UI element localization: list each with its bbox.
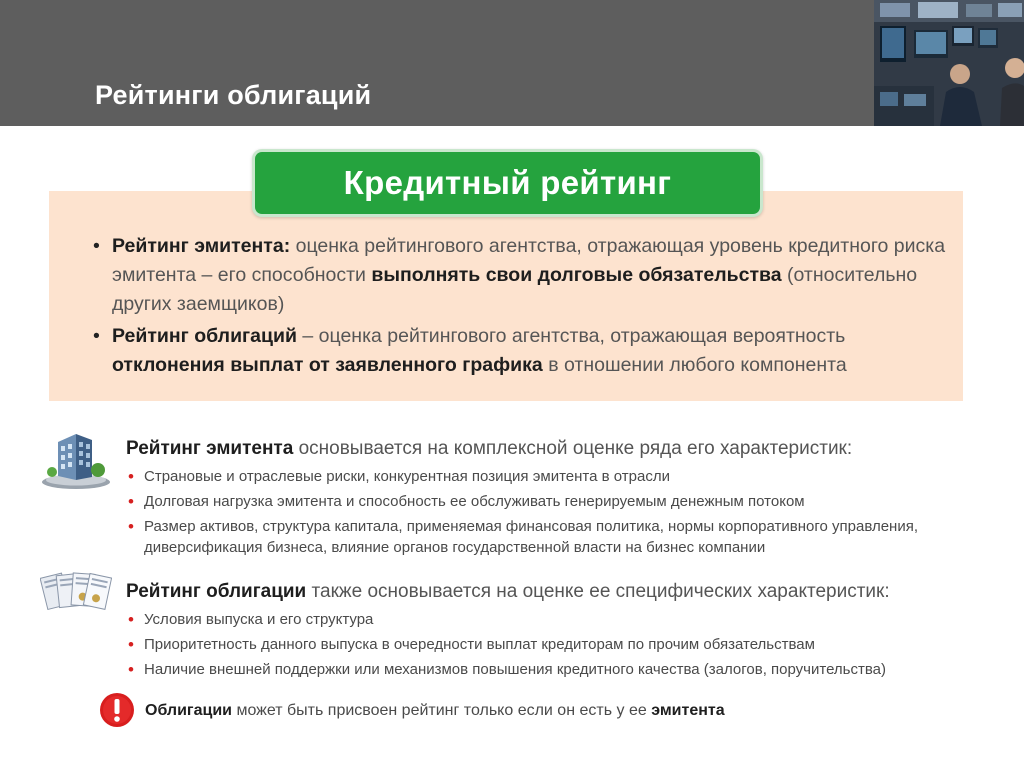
rating-note <box>145 702 725 720</box>
bond-section-heading-bold: Рейтинг облигации <box>126 581 307 602</box>
bond-section-heading-text: также основывается на оценке ее специфических характеристик: <box>306 581 890 602</box>
issuer-criteria-list <box>126 466 1006 558</box>
slide-header <box>0 0 874 126</box>
issuer-section-heading-bold: Рейтинг эмитента <box>126 438 294 459</box>
issuer-section-heading <box>126 438 1006 460</box>
definition-text: оценка рейтингового агентства, отражающая уровень кредитного риска эмитента – его способности <box>112 235 946 286</box>
definition-term: Рейтинг эмитента: <box>112 235 291 257</box>
note-bold: эмитента <box>651 702 725 719</box>
slide-title: Рейтинги облигаций <box>95 80 372 110</box>
note-bold: Облигации <box>145 702 232 719</box>
list-item: • Долговая нагрузка эмитента и способность ее обслуживать генерируемым денежным потоком <box>126 491 1006 512</box>
trading-floor-photo <box>874 0 1024 126</box>
exclamation-alert-icon <box>99 692 135 728</box>
note-text: может быть присвоен рейтинг только если он есть у ее <box>232 702 652 719</box>
bond-criteria-list <box>126 609 1006 680</box>
bond-rating-section <box>126 581 1006 684</box>
issuer-section-heading-text: основывается на комплексной оценке ряда его характеристик: <box>293 438 853 459</box>
definition-emphasis: отклонения выплат от заявленного графика <box>112 354 543 376</box>
definition-text: (относительно других заемщиков) <box>112 264 918 315</box>
list-item: • Приоритетность данного выпуска в очередности выплат кредиторам по прочим обязательствам <box>126 634 1006 655</box>
credit-rating-banner <box>255 152 760 214</box>
bond-certificates-icon <box>40 566 112 618</box>
definition-text: в отношении любого компонента <box>542 354 847 376</box>
bond-section-heading <box>126 581 1006 603</box>
list-item: • Страновые и отраслевые риски, конкурентная позиция эмитента в отрасли <box>126 466 1006 487</box>
list-item: • Условия выпуска и его структура <box>126 609 1006 630</box>
list-item: • Наличие внешней поддержки или механизмов повышения кредитного качества (залогов, поручительства) <box>126 659 1006 680</box>
definition-term: Рейтинг облигаций <box>112 325 297 347</box>
definitions-list <box>92 232 952 383</box>
list-item: • Размер активов, структура капитала, применяемая финансовая политика, нормы корпоративного управления, диверсификация бизнеса, влияние органов государственной власти на бизнес компании <box>126 516 1006 558</box>
office-building-icon <box>40 430 112 490</box>
definition-emphasis: выполнять свои долговые обязательства <box>371 264 782 286</box>
definition-text: – оценка рейтингового агентства, отражающая вероятность <box>296 325 846 347</box>
banner-title: Кредитный рейтинг <box>343 164 672 201</box>
definition-bond-rating <box>92 322 952 380</box>
issuer-rating-section <box>126 438 1006 562</box>
definition-issuer-rating <box>92 232 952 319</box>
